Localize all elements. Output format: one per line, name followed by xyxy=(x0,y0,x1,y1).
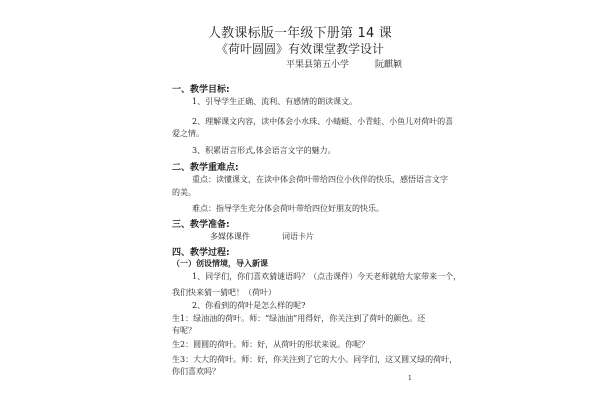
section-heading-preparation: 三、教学准备: xyxy=(172,220,230,230)
subsection-heading: （一）创设情境，导入新课 xyxy=(172,259,268,268)
author-line xyxy=(286,57,402,70)
objective-2: 2、理解课文内容，读中体会小水珠、小蜻蜓、小青蛙、小鱼儿对荷叶的喜 xyxy=(192,117,454,126)
process-line-7: 生3：大大的荷叶。师：好，你关注到了它的大小。同学们，这又圆又绿的荷叶， xyxy=(172,355,458,364)
section-heading-objectives: 一、教学目标: xyxy=(172,85,230,95)
process-line-5: 有呢？ xyxy=(172,326,196,335)
page-number: 1 xyxy=(408,375,412,382)
key-point: 重点：读懂课文，在读中体会荷叶带给四位小伙伴的快乐，感悟语言文字 xyxy=(192,175,448,184)
objective-3: 3、积累语言形式,体会语言文字的魅力。 xyxy=(192,146,336,155)
document-title: 人教课标版一年级下册第 14 课 xyxy=(207,26,392,41)
school-name: 平果县第五小学 xyxy=(286,60,350,70)
process-line-3: 2、你看到的荷叶是怎么样的呢? xyxy=(192,301,306,310)
process-line-8: 你们喜欢吗？ xyxy=(172,367,220,376)
document-subtitle: 《荷叶圆圆》有效课堂教学设计 xyxy=(215,42,384,56)
process-line-4: 生1：绿油油的荷叶。师：“绿油油”用得好，你关注到了荷叶的颜色。还 xyxy=(172,314,426,323)
objective-1: 1、引导学生正确、流利、有感情的朗读课文。 xyxy=(192,97,358,106)
objective-2-cont: 爱之情。 xyxy=(172,129,204,138)
prep-item-word-cards: 词语卡片 xyxy=(282,232,314,241)
key-point-cont: 的美。 xyxy=(172,188,196,197)
process-line-1: 1、同学们，你们喜欢猜谜语吗？（点击课件）今天老师就给大家带来一个， xyxy=(192,272,462,281)
difficult-point: 难点：指导学生充分体会荷叶带给四位好朋友的快乐。 xyxy=(192,204,384,213)
author-name: 阮麒颖 xyxy=(375,60,403,70)
process-line-6: 生2：圆圆的荷叶。师：好，从荷叶的形状来说。你呢？ xyxy=(172,340,370,349)
section-heading-key-points: 二、教学重难点: xyxy=(172,163,239,173)
prep-item-courseware: 多媒体课件 xyxy=(210,232,250,241)
section-heading-process: 四、教学过程: xyxy=(172,248,230,258)
process-line-2: 我们快来猜一猜吧！（荷叶） xyxy=(172,288,276,297)
